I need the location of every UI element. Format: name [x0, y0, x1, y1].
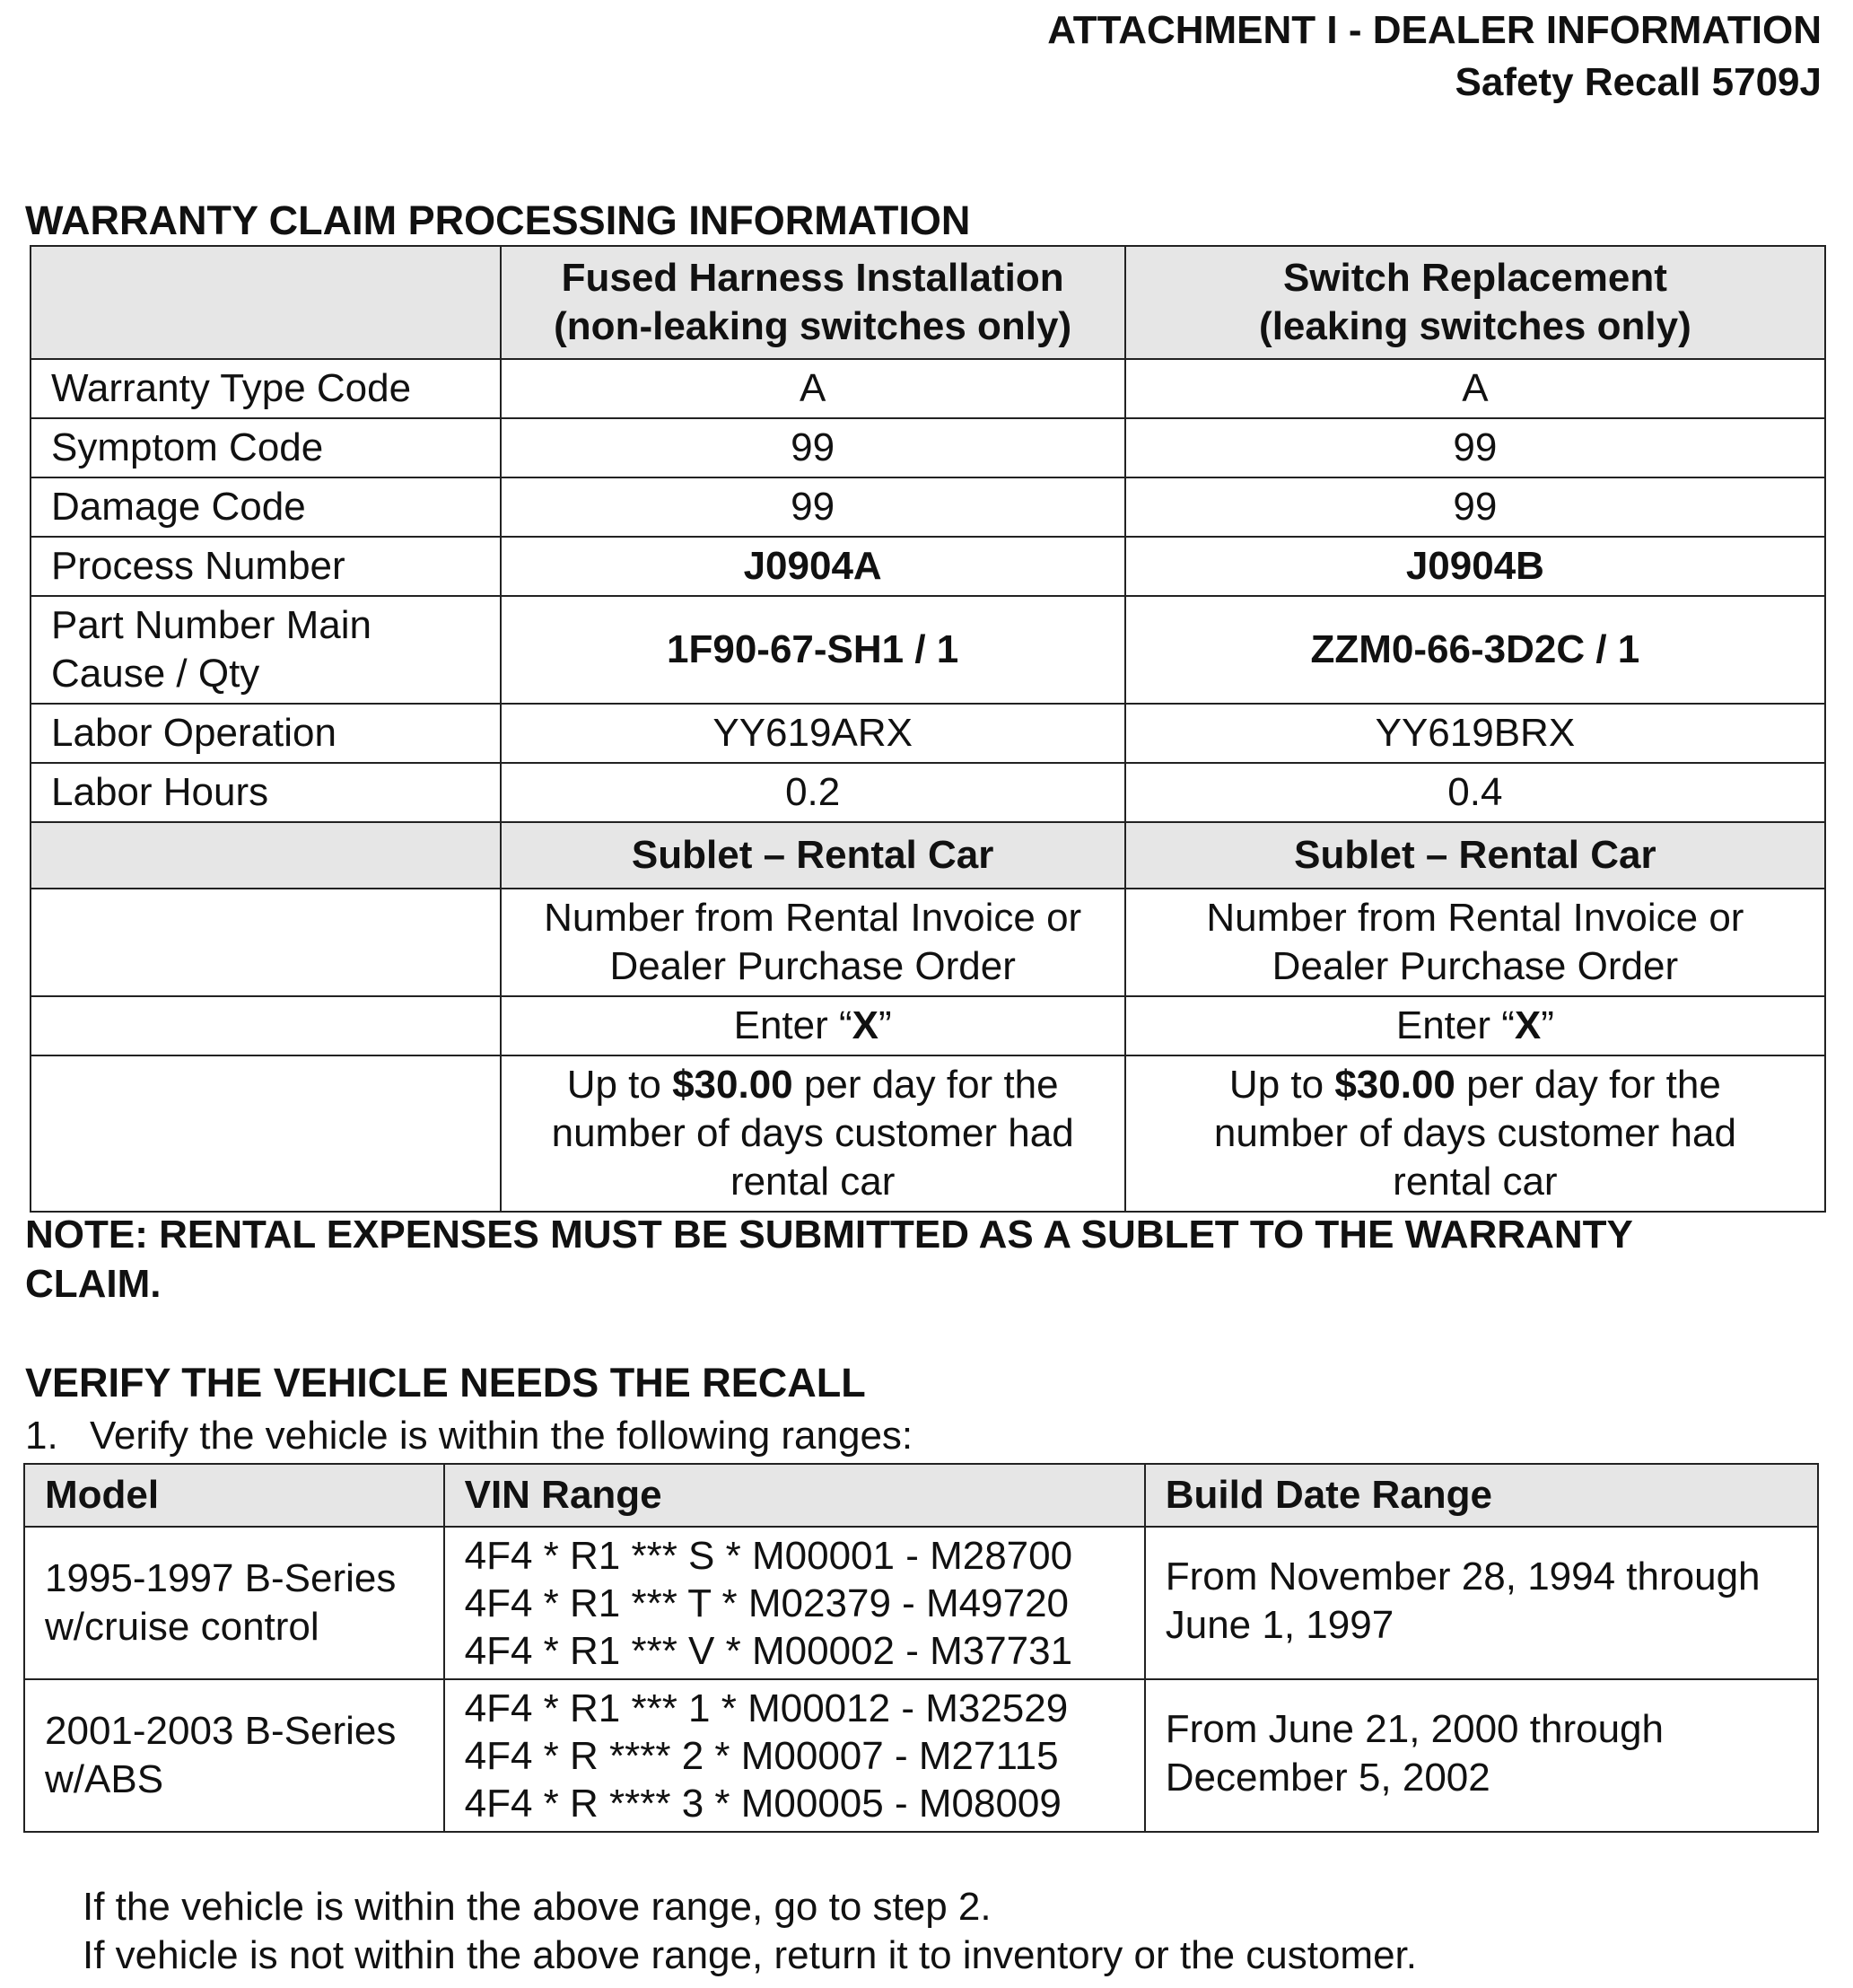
- empty-cell: [31, 822, 501, 889]
- table-row: [24, 1679, 1818, 1832]
- cell-value: YY619BRX: [1125, 704, 1825, 763]
- text: ”: [878, 1003, 892, 1047]
- text-line: Number from Rental Invoice or: [1206, 896, 1744, 940]
- step-text: Verify the vehicle is within the following ranges:: [90, 1414, 913, 1458]
- enter-x-instruction: [1125, 996, 1825, 1055]
- out-of-range-instruction: If vehicle is not within the above range, return it to inventory or the customer.: [83, 1933, 1417, 1977]
- vin-range: 4F4 * R **** 3 * M00005 - M08009: [464, 1781, 1062, 1826]
- row-label: Labor Operation: [31, 704, 501, 763]
- enter-x-instruction: [501, 996, 1125, 1055]
- model-cell: [24, 1527, 444, 1679]
- invoice-instruction: [501, 889, 1125, 996]
- recall-number: Safety Recall 5709J: [1455, 60, 1822, 104]
- vin-cell: [444, 1679, 1145, 1832]
- rate-amount: $30.00: [1334, 1063, 1455, 1107]
- text: Up to: [566, 1063, 673, 1107]
- warranty-section-title: WARRANTY CLAIM PROCESSING INFORMATION: [25, 197, 971, 243]
- cell-value: 0.4: [1125, 763, 1825, 822]
- text-line: number of days customer had: [1213, 1111, 1736, 1155]
- model-line: 1995-1997 B-Series: [45, 1556, 397, 1600]
- enter-value: X: [852, 1003, 879, 1047]
- row-label: Symptom Code: [31, 418, 501, 477]
- table-header-row: [24, 1464, 1818, 1527]
- row-label: Warranty Type Code: [31, 359, 501, 418]
- text: Up to: [1228, 1063, 1335, 1107]
- verify-section-title: VERIFY THE VEHICLE NEEDS THE RECALL: [25, 1360, 866, 1406]
- row-label: Labor Hours: [31, 763, 501, 822]
- process-number-value: J0904A: [501, 537, 1125, 596]
- step-1: [25, 1411, 913, 1461]
- row-label: Process Number: [31, 537, 501, 596]
- text-line: number of days customer had: [551, 1111, 1074, 1155]
- table-row: [31, 889, 1825, 996]
- vin-range-header: VIN Range: [444, 1464, 1145, 1527]
- note-line: NOTE: RENTAL EXPENSES MUST BE SUBMITTED AS A SUBLET TO THE WARRANTY: [25, 1213, 1633, 1257]
- vin-range: 4F4 * R1 *** V * M00002 - M37731: [464, 1628, 1073, 1673]
- invoice-instruction: [1125, 889, 1825, 996]
- sublet-header-row: [31, 822, 1825, 889]
- part-number-value: ZZM0-66-3D2C / 1: [1125, 596, 1825, 704]
- row-label-line: Part Number Main: [51, 603, 372, 647]
- cell-value: 99: [501, 477, 1125, 537]
- table-row: [31, 477, 1825, 537]
- table-row: [31, 704, 1825, 763]
- text-line: rental car: [730, 1160, 896, 1204]
- text-line: rental car: [1393, 1160, 1558, 1204]
- vin-range: 4F4 * R1 *** 1 * M00012 - M32529: [464, 1686, 1069, 1730]
- row-label: [31, 596, 501, 704]
- cell-value: 99: [1125, 418, 1825, 477]
- build-date-header: Build Date Range: [1145, 1464, 1818, 1527]
- text: Enter “: [733, 1003, 852, 1047]
- build-date-cell: [1145, 1679, 1818, 1832]
- model-line: w/ABS: [45, 1757, 164, 1801]
- empty-cell: [31, 1055, 501, 1212]
- build-date-line: From June 21, 2000 through: [1165, 1707, 1664, 1751]
- text: per day for the: [1455, 1063, 1721, 1107]
- table-row: [31, 596, 1825, 704]
- cell-value: 99: [1125, 477, 1825, 537]
- text-line: Dealer Purchase Order: [1272, 944, 1679, 988]
- empty-header-cell: [31, 246, 501, 359]
- col2-title: Switch Replacement: [1282, 256, 1667, 300]
- table-row: [31, 996, 1825, 1055]
- cell-value: 99: [501, 418, 1125, 477]
- cell-value: A: [1125, 359, 1825, 418]
- in-range-instruction: If the vehicle is within the above range, go to step 2.: [83, 1885, 992, 1929]
- part-number-value: 1F90-67-SH1 / 1: [501, 596, 1125, 704]
- empty-cell: [31, 996, 501, 1055]
- warranty-claim-table: [30, 245, 1826, 1213]
- sublet-header: Sublet – Rental Car: [1125, 822, 1825, 889]
- attachment-title: ATTACHMENT I - DEALER INFORMATION: [1047, 8, 1822, 52]
- vin-range: 4F4 * R1 *** T * M02379 - M49720: [464, 1581, 1070, 1625]
- vin-cell: [444, 1527, 1145, 1679]
- text-line: Dealer Purchase Order: [609, 944, 1016, 988]
- table-row: [31, 763, 1825, 822]
- vin-range: 4F4 * R **** 2 * M00007 - M27115: [464, 1733, 1059, 1778]
- table-header-row: [31, 246, 1825, 359]
- build-date-line: December 5, 2002: [1165, 1756, 1490, 1800]
- enter-value: X: [1514, 1003, 1542, 1047]
- build-date-line: June 1, 1997: [1165, 1603, 1394, 1647]
- switch-replacement-column-header: [1125, 246, 1825, 359]
- step-number: 1.: [25, 1414, 58, 1458]
- col1-subtitle: (non-leaking switches only): [554, 304, 1072, 348]
- process-number-value: J0904B: [1125, 537, 1825, 596]
- col2-subtitle: (leaking switches only): [1259, 304, 1691, 348]
- rate-amount: $30.00: [672, 1063, 793, 1107]
- build-date-cell: [1145, 1527, 1818, 1679]
- table-row: [31, 418, 1825, 477]
- col1-title: Fused Harness Installation: [561, 256, 1064, 300]
- text: ”: [1541, 1003, 1554, 1047]
- table-row: [31, 359, 1825, 418]
- model-cell: [24, 1679, 444, 1832]
- text: Enter “: [1395, 1003, 1515, 1047]
- sublet-header: Sublet – Rental Car: [501, 822, 1125, 889]
- cell-value: YY619ARX: [501, 704, 1125, 763]
- fused-harness-column-header: [501, 246, 1125, 359]
- table-row: [31, 1055, 1825, 1212]
- rental-note: [25, 1210, 1811, 1309]
- text-line: Number from Rental Invoice or: [544, 896, 1082, 940]
- rental-rate-instruction: [1125, 1055, 1825, 1212]
- model-header: Model: [24, 1464, 444, 1527]
- build-date-line: From November 28, 1994 through: [1165, 1554, 1761, 1598]
- model-line: 2001-2003 B-Series: [45, 1709, 397, 1753]
- text-line: [1126, 1061, 1824, 1109]
- cell-value: A: [501, 359, 1125, 418]
- model-line: w/cruise control: [45, 1605, 319, 1649]
- cell-value: 0.2: [501, 763, 1125, 822]
- text: per day for the: [792, 1063, 1059, 1107]
- note-line: CLAIM.: [25, 1262, 162, 1306]
- vin-range-table: [23, 1463, 1819, 1833]
- table-row: [24, 1527, 1818, 1679]
- vin-range: 4F4 * R1 *** S * M00001 - M28700: [464, 1533, 1073, 1578]
- row-label: Damage Code: [31, 477, 501, 537]
- table-row: [31, 537, 1825, 596]
- rental-rate-instruction: [501, 1055, 1125, 1212]
- row-label-line: Cause / Qty: [51, 652, 260, 696]
- text-line: [502, 1061, 1124, 1109]
- empty-cell: [31, 889, 501, 996]
